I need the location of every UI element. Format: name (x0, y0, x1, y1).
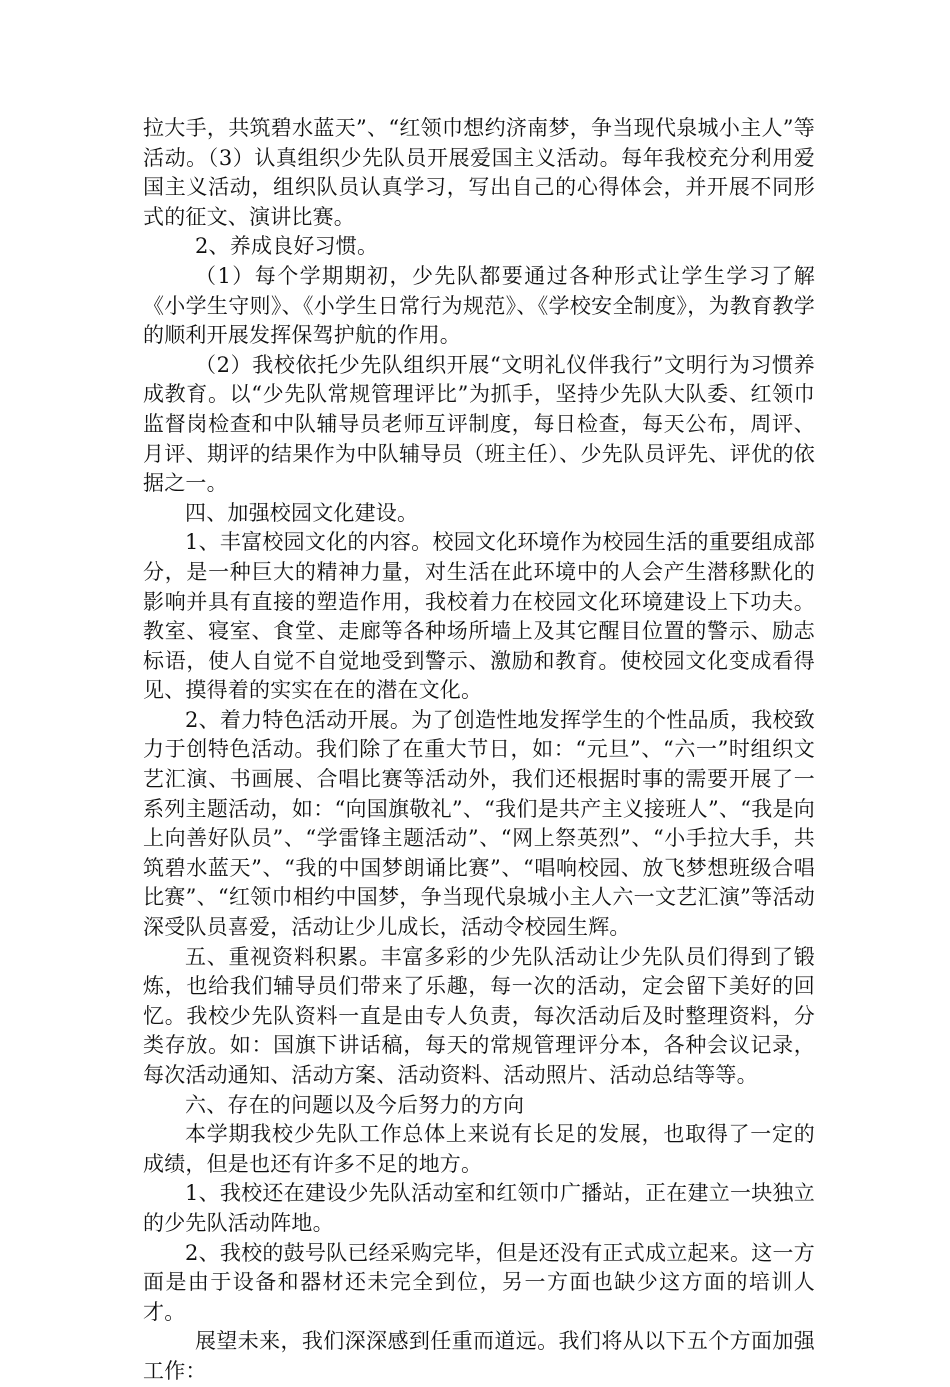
heading-section-6: 六、存在的问题以及今后努力的方向 (185, 1092, 525, 1117)
document-body (143, 114, 815, 1387)
subheading-habits: 2、养成良好习惯。 (195, 234, 379, 259)
paragraph-campus-culture: 1、丰富校园文化的内容。校园文化环境作为校园生活的重要组成部分，是一种巨大的精神力量，对生活在此环境中的人会产生潜移默化的影响并具有直接的塑造作用，我校着力在校园文化环境建设上下功夫。教室、寝室、食堂、走廊等各种场所墙上及其它醒目位置的警示、励志标语，使人自觉不自觉地受到警示、激励和教育。使校园文化变成看得见、摸得着的实实在在的潜在文化。 (143, 530, 815, 703)
paragraph-issue-2: 2、我校的鼓号队已经采购完毕，但是还没有正式成立起来。这一方面是由于设备和器材还未完全到位，另一方面也缺少这方面的培训人才。 (143, 1240, 815, 1324)
paragraph-special-activities: 2、着力特色活动开展。为了创造性地发挥学生的个性品质，我校致力于创特色活动。我们除了在重大节日，如：“元旦”、“六一”时组织文艺汇演、书画展、合唱比赛等活动外，我们还根据时事的需要开展了一系列主题活动，如：“向国旗敬礼”、“我们是共产主义接班人”、“我是向上向善好队员”、“学雷锋主题活动”、“网上祭英烈”、“小手拉大手，共筑碧水蓝天”、“我的中国梦朗诵比赛”、“唱响校园、放飞梦想班级合唱比赛”、“红领巾相约中国梦，争当现代泉城小主人六一文艺汇演”等活动深受队员喜爱，活动让少儿成长，活动令校园生辉。 (143, 707, 815, 940)
paragraph-habits-1: （1）每个学期期初，少先队都要通过各种形式让学生学习了解《小学生守则》、《小学生日常行为规范》、《学校安全制度》，为教育教学的顺利开展发挥保驾护航的作用。 (143, 263, 815, 348)
paragraph-issue-1: 1、我校还在建设少先队活动室和红领巾广播站，正在建立一块独立的少先队活动阵地。 (143, 1181, 815, 1235)
paragraph-records: 五、重视资料积累。丰富多彩的少先队活动让少先队员们得到了锻炼，也给我们辅导员们带来了乐趣，每一次的活动，定会留下美好的回忆。我校少先队资料一直是由专人负责，每次活动后及时整理资料，分类存放。如：国旗下讲话稿，每天的常规管理评分本，各种会议记录，每次活动通知、活动方案、活动资料、活动照片、活动总结等等。 (143, 944, 815, 1087)
paragraph-outlook: 展望未来，我们深深感到任重而道远。我们将从以下五个方面加强工作： (143, 1329, 815, 1383)
heading-section-4: 四、加强校园文化建设。 (185, 500, 419, 525)
paragraph-habits-2: （2）我校依托少先队组织开展“文明礼仪伴我行”文明行为习惯养成教育。以“少先队常规管理评比”为抓手，坚持少先队大队委、红领巾监督岗检查和中队辅导员老师互评制度，每日检查，每天公布，周评、月评、期评的结果作为中队辅导员（班主任）、少先队员评先、评优的依据之一。 (143, 352, 815, 496)
paragraph-summary: 本学期我校少先队工作总体上来说有长足的发展，也取得了一定的成绩，但是也还有许多不足的地方。 (143, 1122, 815, 1176)
paragraph-continuation: 拉大手，共筑碧水蓝天”、“红领巾想约济南梦，争当现代泉城小主人”等活动。（3）认真组织少先队员开展爱国主义活动。每年我校充分利用爱国主义活动，组织队员认真学习，写出自己的心得体会，并开展不同形式的征文、演讲比赛。 (143, 116, 815, 229)
